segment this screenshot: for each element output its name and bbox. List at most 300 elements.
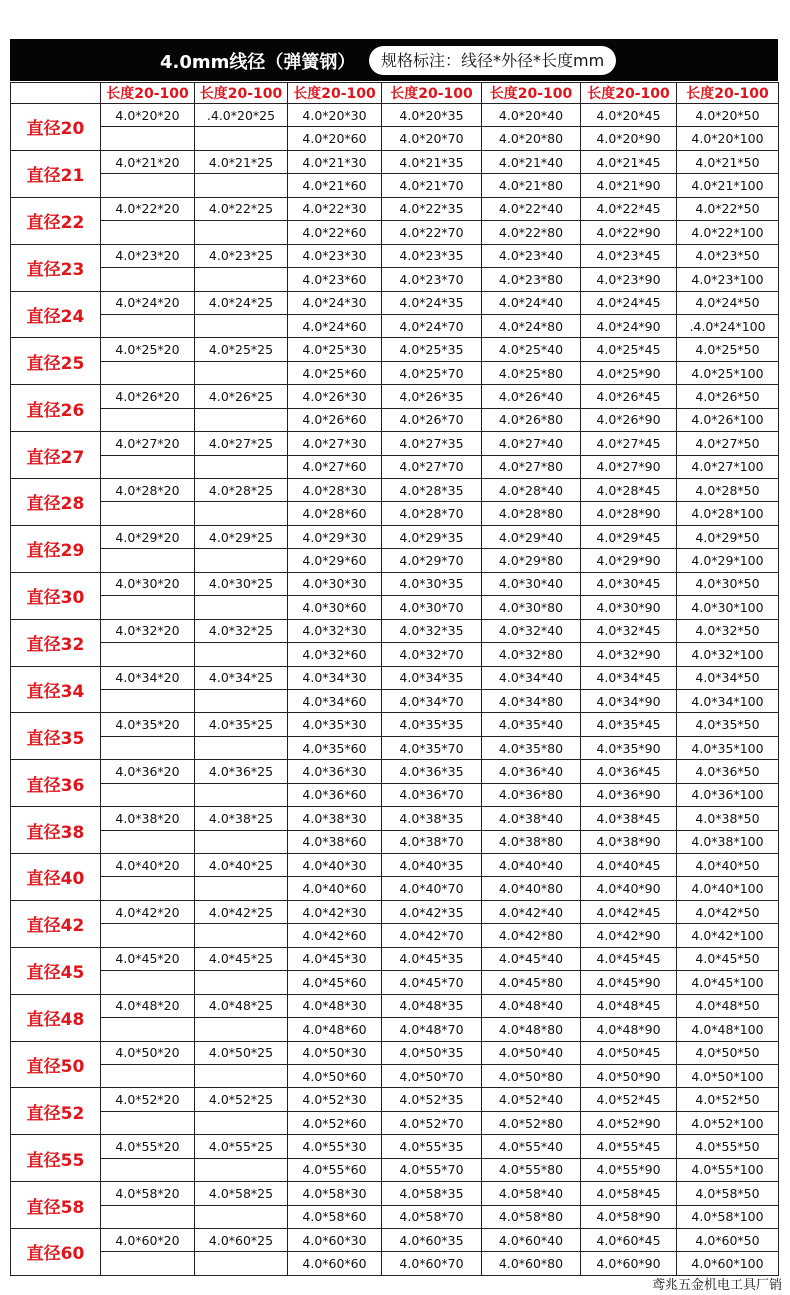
spec-cell: 4.0*35*50 (677, 713, 779, 736)
spec-cell: 4.0*48*100 (677, 1018, 779, 1041)
empty-cell (101, 877, 195, 900)
empty-cell (195, 783, 288, 806)
diameter-label: 直径34 (11, 666, 101, 713)
spec-cell: 4.0*55*45 (581, 1135, 677, 1158)
spec-cell: 4.0*58*100 (677, 1205, 779, 1228)
empty-cell (101, 1252, 195, 1275)
spec-cell: 4.0*45*100 (677, 971, 779, 994)
spec-cell: 4.0*42*35 (382, 900, 482, 923)
spec-cell: 4.0*26*70 (382, 408, 482, 431)
table-row (11, 502, 779, 525)
spec-cell: 4.0*55*30 (288, 1135, 382, 1158)
spec-cell: 4.0*48*40 (482, 994, 581, 1017)
diameter-label: 直径50 (11, 1041, 101, 1088)
spec-cell: 4.0*40*100 (677, 877, 779, 900)
table-row (11, 1252, 779, 1275)
table-row (11, 877, 779, 900)
spec-cell: 4.0*28*25 (195, 479, 288, 502)
spec-table-body (11, 83, 779, 1276)
diameter-label: 直径58 (11, 1182, 101, 1229)
spec-cell: 4.0*55*25 (195, 1135, 288, 1158)
column-header: 长度20-100 (677, 83, 779, 104)
empty-cell (195, 1018, 288, 1041)
spec-cell: 4.0*40*45 (581, 854, 677, 877)
spec-cell: 4.0*60*40 (482, 1229, 581, 1252)
spec-cell: 4.0*55*60 (288, 1158, 382, 1181)
spec-cell: 4.0*42*45 (581, 900, 677, 923)
spec-cell: 4.0*34*50 (677, 666, 779, 689)
spec-cell: 4.0*30*70 (382, 596, 482, 619)
empty-cell (195, 877, 288, 900)
spec-cell: 4.0*52*50 (677, 1088, 779, 1111)
spec-cell: 4.0*32*90 (581, 643, 677, 666)
spec-cell: 4.0*36*35 (382, 760, 482, 783)
spec-cell: .4.0*24*100 (677, 314, 779, 337)
spec-cell: 4.0*29*25 (195, 525, 288, 548)
spec-cell: 4.0*52*30 (288, 1088, 382, 1111)
spec-cell: 4.0*58*70 (382, 1205, 482, 1228)
table-row (11, 830, 779, 853)
column-header: 长度20-100 (101, 83, 195, 104)
table-row (11, 291, 779, 314)
spec-cell: 4.0*45*30 (288, 947, 382, 970)
spec-cell: 4.0*45*80 (482, 971, 581, 994)
spec-notation-badge: 规格标注：线径*外径*长度mm (369, 46, 616, 75)
spec-cell: 4.0*38*100 (677, 830, 779, 853)
page-title: 4.0mm线径（弹簧钢） (160, 52, 356, 73)
spec-cell: 4.0*23*70 (382, 268, 482, 291)
spec-cell: 4.0*35*30 (288, 713, 382, 736)
spec-cell: 4.0*40*70 (382, 877, 482, 900)
table-row (11, 150, 779, 173)
spec-cell: 4.0*55*40 (482, 1135, 581, 1158)
table-row (11, 713, 779, 736)
spec-cell: 4.0*40*35 (382, 854, 482, 877)
empty-cell (101, 596, 195, 619)
spec-cell: 4.0*27*35 (382, 432, 482, 455)
table-row (11, 689, 779, 712)
diameter-label: 直径42 (11, 900, 101, 947)
table-row (11, 1088, 779, 1111)
spec-cell: 4.0*38*20 (101, 807, 195, 830)
spec-cell: 4.0*30*60 (288, 596, 382, 619)
spec-cell: 4.0*21*90 (581, 174, 677, 197)
spec-cell: 4.0*25*60 (288, 361, 382, 384)
spec-cell: 4.0*60*70 (382, 1252, 482, 1275)
spec-cell: 4.0*22*30 (288, 197, 382, 220)
spec-cell: 4.0*26*100 (677, 408, 779, 431)
spec-cell: 4.0*40*20 (101, 854, 195, 877)
table-row (11, 619, 779, 642)
spec-cell: 4.0*28*80 (482, 502, 581, 525)
spec-cell: 4.0*60*50 (677, 1229, 779, 1252)
empty-cell (195, 455, 288, 478)
table-row (11, 104, 779, 127)
spec-cell: 4.0*20*70 (382, 127, 482, 150)
empty-cell (195, 549, 288, 572)
spec-cell: 4.0*23*45 (581, 244, 677, 267)
spec-cell: 4.0*38*25 (195, 807, 288, 830)
spec-cell: 4.0*50*45 (581, 1041, 677, 1064)
spec-cell: 4.0*28*35 (382, 479, 482, 502)
spec-cell: 4.0*26*30 (288, 385, 382, 408)
spec-cell: 4.0*35*70 (382, 736, 482, 759)
empty-cell (195, 1111, 288, 1134)
spec-cell: 4.0*32*60 (288, 643, 382, 666)
spec-cell: 4.0*48*70 (382, 1018, 482, 1041)
spec-cell: 4.0*50*60 (288, 1064, 382, 1087)
spec-cell: 4.0*27*45 (581, 432, 677, 455)
spec-cell: 4.0*40*30 (288, 854, 382, 877)
spec-cell: 4.0*30*20 (101, 572, 195, 595)
spec-cell: 4.0*23*20 (101, 244, 195, 267)
title-banner (10, 39, 778, 81)
spec-cell: 4.0*25*90 (581, 361, 677, 384)
table-row (11, 643, 779, 666)
spec-cell: 4.0*48*25 (195, 994, 288, 1017)
diameter-label: 直径24 (11, 291, 101, 338)
spec-cell: 4.0*25*20 (101, 338, 195, 361)
spec-cell: 4.0*21*70 (382, 174, 482, 197)
spec-cell: 4.0*50*50 (677, 1041, 779, 1064)
spec-cell: 4.0*21*25 (195, 150, 288, 173)
empty-cell (101, 455, 195, 478)
spec-cell: 4.0*21*35 (382, 150, 482, 173)
spec-cell: 4.0*58*20 (101, 1182, 195, 1205)
spec-cell: 4.0*24*70 (382, 314, 482, 337)
spec-cell: 4.0*30*50 (677, 572, 779, 595)
spec-cell: 4.0*45*60 (288, 971, 382, 994)
empty-cell (195, 971, 288, 994)
diameter-label: 直径22 (11, 197, 101, 244)
spec-cell: 4.0*32*100 (677, 643, 779, 666)
spec-cell: 4.0*25*35 (382, 338, 482, 361)
diameter-label: 直径45 (11, 947, 101, 994)
spec-cell: 4.0*32*80 (482, 643, 581, 666)
spec-cell: 4.0*42*60 (288, 924, 382, 947)
empty-cell (101, 736, 195, 759)
spec-cell: 4.0*55*35 (382, 1135, 482, 1158)
spec-cell: 4.0*35*45 (581, 713, 677, 736)
empty-cell (101, 221, 195, 244)
empty-cell (101, 1158, 195, 1181)
spec-cell: 4.0*32*25 (195, 619, 288, 642)
spec-cell: 4.0*58*25 (195, 1182, 288, 1205)
spec-cell: 4.0*50*90 (581, 1064, 677, 1087)
spec-cell: 4.0*24*20 (101, 291, 195, 314)
diameter-label: 直径30 (11, 572, 101, 619)
table-row (11, 994, 779, 1017)
spec-cell: 4.0*52*60 (288, 1111, 382, 1134)
spec-cell: 4.0*27*60 (288, 455, 382, 478)
spec-cell: 4.0*52*40 (482, 1088, 581, 1111)
empty-cell (101, 314, 195, 337)
empty-cell (101, 924, 195, 947)
spec-cell: 4.0*55*20 (101, 1135, 195, 1158)
table-row (11, 666, 779, 689)
spec-cell: 4.0*28*30 (288, 479, 382, 502)
spec-cell: 4.0*34*80 (482, 689, 581, 712)
spec-cell: 4.0*22*50 (677, 197, 779, 220)
spec-cell: 4.0*50*80 (482, 1064, 581, 1087)
spec-cell: 4.0*23*60 (288, 268, 382, 291)
spec-cell: 4.0*28*90 (581, 502, 677, 525)
diameter-label: 直径26 (11, 385, 101, 432)
spec-cell: 4.0*25*100 (677, 361, 779, 384)
spec-cell: 4.0*22*20 (101, 197, 195, 220)
table-row (11, 1158, 779, 1181)
spec-cell: 4.0*60*30 (288, 1229, 382, 1252)
spec-cell: 4.0*26*25 (195, 385, 288, 408)
empty-cell (101, 361, 195, 384)
diameter-label: 直径48 (11, 994, 101, 1041)
spec-cell: 4.0*38*90 (581, 830, 677, 853)
spec-cell: 4.0*25*80 (482, 361, 581, 384)
spec-cell: 4.0*58*35 (382, 1182, 482, 1205)
table-row (11, 385, 779, 408)
spec-cell: 4.0*27*30 (288, 432, 382, 455)
table-row (11, 1182, 779, 1205)
spec-cell: 4.0*42*90 (581, 924, 677, 947)
spec-cell: 4.0*26*50 (677, 385, 779, 408)
spec-cell: 4.0*48*50 (677, 994, 779, 1017)
empty-cell (195, 221, 288, 244)
spec-cell: 4.0*38*50 (677, 807, 779, 830)
spec-cell: 4.0*22*90 (581, 221, 677, 244)
spec-cell: 4.0*58*45 (581, 1182, 677, 1205)
spec-cell: 4.0*52*100 (677, 1111, 779, 1134)
spec-cell: 4.0*58*90 (581, 1205, 677, 1228)
spec-cell: 4.0*24*25 (195, 291, 288, 314)
spec-cell: 4.0*24*90 (581, 314, 677, 337)
table-row (11, 947, 779, 970)
spec-cell: 4.0*42*25 (195, 900, 288, 923)
spec-cell: 4.0*22*60 (288, 221, 382, 244)
spec-cell: 4.0*22*80 (482, 221, 581, 244)
empty-cell (195, 643, 288, 666)
table-row (11, 479, 779, 502)
spec-cell: 4.0*40*60 (288, 877, 382, 900)
spec-cell: 4.0*36*60 (288, 783, 382, 806)
empty-cell (195, 268, 288, 291)
spec-table (10, 82, 779, 1276)
spec-cell: 4.0*36*100 (677, 783, 779, 806)
spec-cell: 4.0*30*90 (581, 596, 677, 619)
table-row (11, 314, 779, 337)
spec-cell: 4.0*50*70 (382, 1064, 482, 1087)
spec-cell: 4.0*26*80 (482, 408, 581, 431)
spec-cell: 4.0*50*30 (288, 1041, 382, 1064)
table-row (11, 971, 779, 994)
spec-cell: 4.0*50*20 (101, 1041, 195, 1064)
empty-cell (101, 127, 195, 150)
spec-cell: 4.0*35*80 (482, 736, 581, 759)
spec-cell: 4.0*22*25 (195, 197, 288, 220)
spec-cell: 4.0*58*30 (288, 1182, 382, 1205)
spec-cell: 4.0*34*25 (195, 666, 288, 689)
spec-cell: 4.0*23*25 (195, 244, 288, 267)
spec-cell: 4.0*22*45 (581, 197, 677, 220)
spec-cell: 4.0*29*80 (482, 549, 581, 572)
empty-cell (195, 361, 288, 384)
spec-cell: 4.0*26*45 (581, 385, 677, 408)
spec-cell: 4.0*40*50 (677, 854, 779, 877)
table-row (11, 361, 779, 384)
spec-cell: 4.0*50*40 (482, 1041, 581, 1064)
spec-cell: 4.0*29*40 (482, 525, 581, 548)
empty-cell (195, 1158, 288, 1181)
spec-cell: 4.0*30*35 (382, 572, 482, 595)
spec-cell: 4.0*48*60 (288, 1018, 382, 1041)
spec-cell: 4.0*23*35 (382, 244, 482, 267)
spec-cell: 4.0*34*90 (581, 689, 677, 712)
spec-cell: 4.0*30*45 (581, 572, 677, 595)
spec-cell: 4.0*45*40 (482, 947, 581, 970)
spec-cell: 4.0*52*20 (101, 1088, 195, 1111)
spec-cell: 4.0*60*100 (677, 1252, 779, 1275)
spec-cell: 4.0*24*40 (482, 291, 581, 314)
spec-cell: 4.0*58*60 (288, 1205, 382, 1228)
spec-cell: 4.0*28*20 (101, 479, 195, 502)
spec-cell: 4.0*20*60 (288, 127, 382, 150)
diameter-label: 直径40 (11, 854, 101, 901)
spec-cell: 4.0*55*100 (677, 1158, 779, 1181)
column-header: 长度20-100 (482, 83, 581, 104)
spec-cell: 4.0*45*35 (382, 947, 482, 970)
spec-cell: 4.0*20*90 (581, 127, 677, 150)
spec-cell: 4.0*27*70 (382, 455, 482, 478)
diameter-label: 直径60 (11, 1229, 101, 1276)
spec-cell: 4.0*25*30 (288, 338, 382, 361)
table-header-row (11, 83, 779, 104)
column-header: 长度20-100 (288, 83, 382, 104)
table-row (11, 760, 779, 783)
empty-cell (101, 783, 195, 806)
empty-cell (101, 268, 195, 291)
spec-cell: 4.0*28*40 (482, 479, 581, 502)
spec-cell: 4.0*27*90 (581, 455, 677, 478)
spec-cell: 4.0*38*40 (482, 807, 581, 830)
spec-cell: 4.0*28*100 (677, 502, 779, 525)
spec-cell: 4.0*29*50 (677, 525, 779, 548)
spec-cell: 4.0*60*35 (382, 1229, 482, 1252)
spec-cell: 4.0*35*25 (195, 713, 288, 736)
spec-cell: 4.0*23*30 (288, 244, 382, 267)
empty-cell (101, 1205, 195, 1228)
spec-cell: 4.0*40*40 (482, 854, 581, 877)
spec-cell: 4.0*22*40 (482, 197, 581, 220)
spec-cell: 4.0*48*90 (581, 1018, 677, 1041)
spec-cell: 4.0*48*30 (288, 994, 382, 1017)
spec-cell: 4.0*60*80 (482, 1252, 581, 1275)
spec-cell: 4.0*23*80 (482, 268, 581, 291)
table-row (11, 455, 779, 478)
table-row (11, 900, 779, 923)
empty-cell (101, 549, 195, 572)
spec-cell: 4.0*32*45 (581, 619, 677, 642)
spec-cell: 4.0*60*60 (288, 1252, 382, 1275)
spec-cell: 4.0*23*40 (482, 244, 581, 267)
spec-cell: 4.0*22*70 (382, 221, 482, 244)
table-row (11, 338, 779, 361)
spec-cell: 4.0*32*35 (382, 619, 482, 642)
column-header (11, 83, 101, 104)
spec-cell: 4.0*26*40 (482, 385, 581, 408)
diameter-label: 直径32 (11, 619, 101, 666)
spec-cell: 4.0*21*60 (288, 174, 382, 197)
spec-cell: 4.0*36*20 (101, 760, 195, 783)
spec-cell: 4.0*38*45 (581, 807, 677, 830)
column-header: 长度20-100 (382, 83, 482, 104)
diameter-label: 直径20 (11, 104, 101, 151)
spec-cell: .4.0*20*25 (195, 104, 288, 127)
table-row (11, 1111, 779, 1134)
table-row (11, 783, 779, 806)
diameter-label: 直径36 (11, 760, 101, 807)
spec-cell: 4.0*29*60 (288, 549, 382, 572)
spec-cell: 4.0*50*25 (195, 1041, 288, 1064)
empty-cell (195, 924, 288, 947)
table-row (11, 736, 779, 759)
spec-cell: 4.0*45*25 (195, 947, 288, 970)
diameter-label: 直径23 (11, 244, 101, 291)
spec-cell: 4.0*29*70 (382, 549, 482, 572)
spec-cell: 4.0*24*60 (288, 314, 382, 337)
spec-cell: 4.0*26*90 (581, 408, 677, 431)
empty-cell (195, 1064, 288, 1087)
spec-cell: 4.0*48*35 (382, 994, 482, 1017)
spec-cell: 4.0*21*50 (677, 150, 779, 173)
diameter-label: 直径29 (11, 525, 101, 572)
spec-cell: 4.0*20*100 (677, 127, 779, 150)
spec-cell: 4.0*34*100 (677, 689, 779, 712)
spec-cell: 4.0*50*100 (677, 1064, 779, 1087)
spec-cell: 4.0*38*80 (482, 830, 581, 853)
spec-cell: 4.0*26*20 (101, 385, 195, 408)
empty-cell (101, 174, 195, 197)
diameter-label: 直径52 (11, 1088, 101, 1135)
spec-cell: 4.0*27*50 (677, 432, 779, 455)
spec-cell: 4.0*35*100 (677, 736, 779, 759)
spec-cell: 4.0*34*40 (482, 666, 581, 689)
spec-cell: 4.0*27*25 (195, 432, 288, 455)
table-row (11, 408, 779, 431)
spec-cell: 4.0*50*35 (382, 1041, 482, 1064)
spec-cell: 4.0*55*50 (677, 1135, 779, 1158)
spec-cell: 4.0*34*60 (288, 689, 382, 712)
spec-cell: 4.0*20*80 (482, 127, 581, 150)
table-row (11, 1064, 779, 1087)
table-row (11, 1041, 779, 1064)
spec-cell: 4.0*25*25 (195, 338, 288, 361)
spec-cell: 4.0*58*80 (482, 1205, 581, 1228)
spec-cell: 4.0*36*30 (288, 760, 382, 783)
spec-cell: 4.0*38*30 (288, 807, 382, 830)
empty-cell (195, 502, 288, 525)
spec-cell: 4.0*34*35 (382, 666, 482, 689)
spec-cell: 4.0*21*20 (101, 150, 195, 173)
spec-cell: 4.0*21*100 (677, 174, 779, 197)
spec-cell: 4.0*42*30 (288, 900, 382, 923)
spec-cell: 4.0*34*20 (101, 666, 195, 689)
empty-cell (101, 502, 195, 525)
spec-cell: 4.0*27*40 (482, 432, 581, 455)
table-row (11, 549, 779, 572)
spec-cell: 4.0*23*100 (677, 268, 779, 291)
spec-cell: 4.0*45*70 (382, 971, 482, 994)
spec-cell: 4.0*38*60 (288, 830, 382, 853)
spec-cell: 4.0*32*40 (482, 619, 581, 642)
